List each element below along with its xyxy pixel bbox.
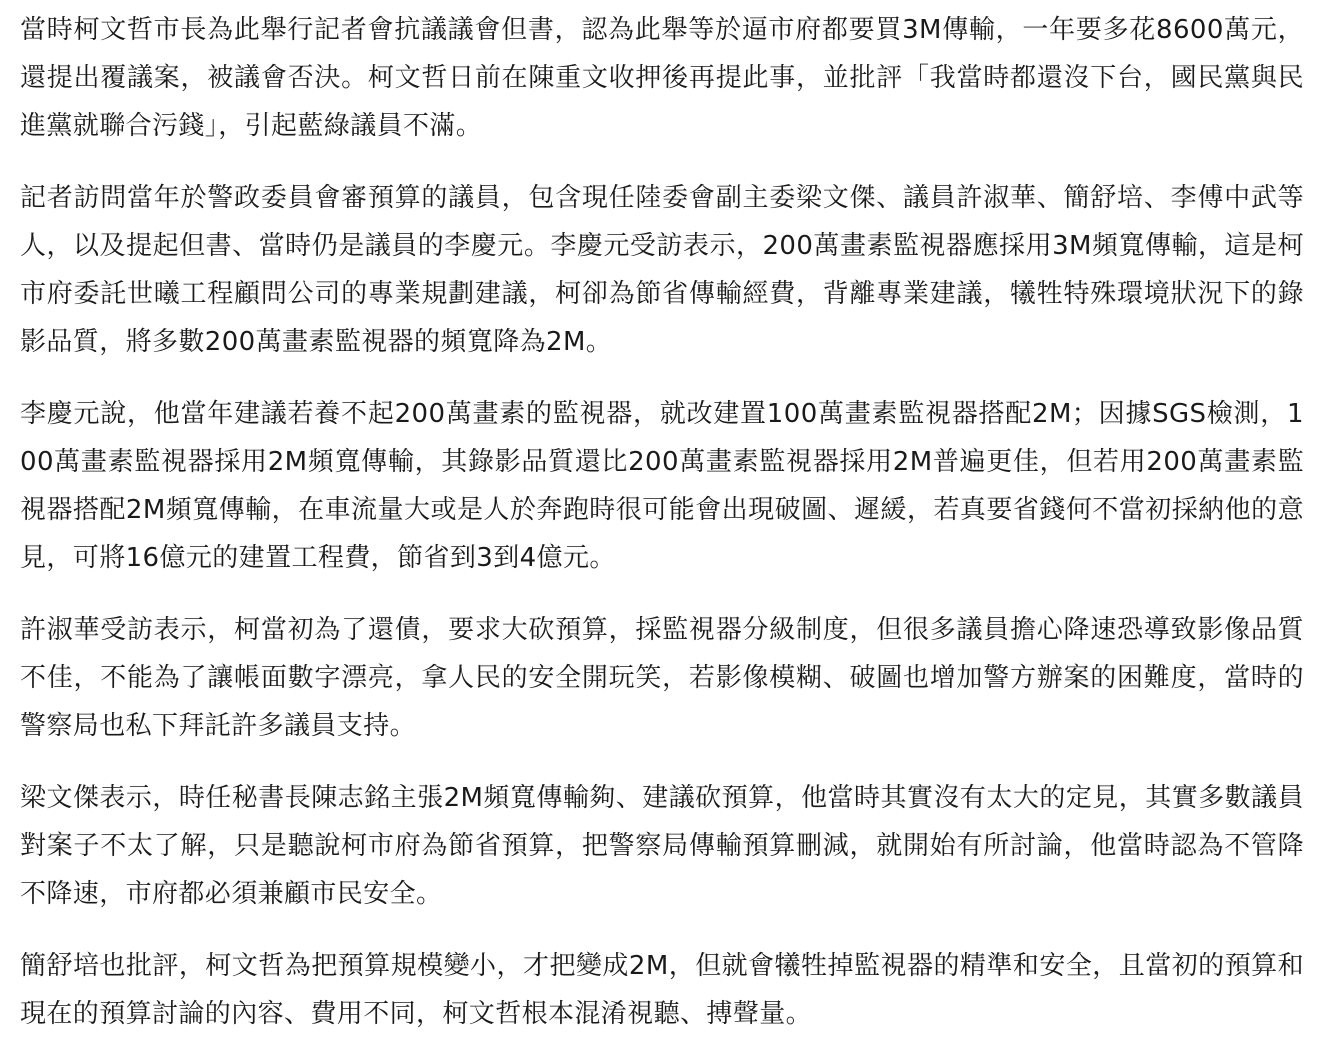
paragraph-4: 許淑華受訪表示，柯當初為了還債，要求大砍預算，採監視器分級制度，但很多議員擔心降速恐導致影像品質不佳，不能為了讓帳面數字漂亮，拿人民的安全開玩笑，若影像模糊、破圖也增加警方辦案的困難度，當時的警察局也私下拜託許多議員支持。: [20, 615, 1304, 741]
paragraph-1: 當時柯文哲市長為此舉行記者會抗議議會但書，認為此舉等於逼市府都要買3M傳輸，一年要多花8600萬元，還提出覆議案，被議會否決。柯文哲日前在陳重文收押後再提此事，並批評「我當時都還沒下台，國民黨與民進黨就聯合污錢」，引起藍綠議員不滿。: [20, 15, 1304, 141]
paragraph-2: 記者訪問當年於警政委員會審預算的議員，包含現任陸委會副主委梁文傑、議員許淑華、簡舒培、李傅中武等人，以及提起但書、當時仍是議員的李慶元。李慶元受訪表示，200萬畫素監視器應採用3M頻寬傳輸，這是柯市府委託世曦工程顧問公司的專業規劃建議，柯卻為節省傳輸經費，背離專業建議，犧牲特殊環境狀況下的錄影品質，將多數200萬畫素監視器的頻寬降為2M。: [20, 183, 1304, 357]
paragraph-3: 李慶元說，他當年建議若養不起200萬畫素的監視器，就改建置100萬畫素監視器搭配2M；因據SGS檢測，100萬畫素監視器採用2M頻寬傳輸，其錄影品質還比200萬畫素監視器採用2M普遍更佳，但若用200萬畫素監視器搭配2M頻寬傳輸，在車流量大或是人於奔跑時很可能會出現破圖、遲緩，若真要省錢何不當初採納他的意見，可將16億元的建置工程費，節省到3到4億元。: [20, 399, 1304, 573]
paragraph-5: 梁文傑表示，時任秘書長陳志銘主張2M頻寬傳輸夠、建議砍預算，他當時其實沒有太大的定見，其實多數議員對案子不太了解，只是聽說柯市府為節省預算，把警察局傳輸預算刪減，就開始有所討論，他當時認為不管降不降速，市府都必須兼顧市民安全。: [20, 783, 1304, 909]
paragraph-6: 簡舒培也批評，柯文哲為把預算規模變小，才把變成2M，但就會犧牲掉監視器的精準和安全，且當初的預算和現在的預算討論的內容、費用不同，柯文哲根本混淆視聽、搏聲量。: [20, 951, 1304, 1029]
